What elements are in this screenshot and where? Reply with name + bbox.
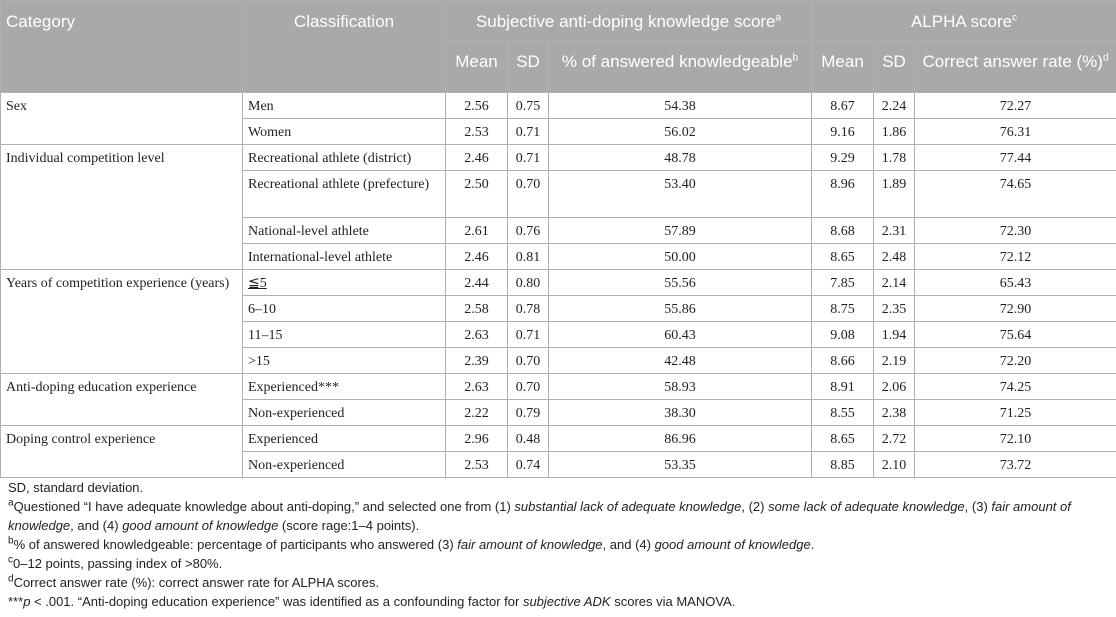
header-pct-label: % of answered knowledgeable (561, 52, 793, 71)
pct-cell: 57.89 (549, 218, 812, 244)
classification-cell: >15 (243, 348, 446, 374)
rate-cell: 65.43 (915, 270, 1116, 296)
pct-cell: 58.93 (549, 374, 812, 400)
alpha-sd-cell: 2.24 (874, 93, 915, 119)
alpha-mean-cell: 8.55 (812, 400, 874, 426)
rate-cell: 76.31 (915, 119, 1116, 145)
sd-cell: 0.78 (508, 296, 549, 322)
alpha-sd-cell: 2.14 (874, 270, 915, 296)
mean-cell: 2.46 (446, 244, 508, 270)
classification-cell: Recreational athlete (prefecture) (243, 171, 446, 218)
table-row (1, 426, 1116, 452)
footnote-a-text-4: , and (4) (70, 518, 123, 533)
footnote-a-text-3: , (3) (964, 499, 992, 514)
header-subjective-label: Subjective anti-doping knowledge score (475, 12, 776, 31)
footnote-d (8, 573, 1114, 592)
classification-cell: Non-experienced (243, 452, 446, 478)
classification-cell: International-level athlete (243, 244, 446, 270)
alpha-mean-cell: 8.96 (812, 171, 874, 218)
category-cell: Individual competition level (1, 145, 243, 270)
header-rate-label: Correct answer rate (%) (922, 52, 1103, 71)
rate-cell: 74.65 (915, 171, 1116, 218)
header-sd: SD (508, 41, 549, 93)
alpha-mean-cell: 8.85 (812, 452, 874, 478)
footnote-sig-text-2: scores via MANOVA. (610, 594, 736, 609)
alpha-sd-cell: 1.89 (874, 171, 915, 218)
mean-cell: 2.53 (446, 452, 508, 478)
footnote-sig-text-1: < .001. “Anti-doping education experience” was identified as a confounding factor for (30, 594, 523, 609)
alpha-mean-cell: 8.65 (812, 426, 874, 452)
rate-cell: 73.72 (915, 452, 1116, 478)
footnote-c-mark: c (8, 554, 13, 566)
classification-cell: 11–15 (243, 322, 446, 348)
footnote-significance (8, 592, 1114, 611)
sd-cell: 0.48 (508, 426, 549, 452)
header-subjective-group (446, 1, 812, 41)
table-footnotes (8, 478, 1114, 611)
footnote-a-option-3: fair amount of knowledge (8, 499, 1071, 533)
mean-cell: 2.50 (446, 171, 508, 218)
alpha-sd-cell: 1.94 (874, 322, 915, 348)
footnote-d-mark: d (8, 573, 14, 585)
alpha-mean-cell: 7.85 (812, 270, 874, 296)
header-correct-rate (915, 41, 1116, 93)
mean-cell: 2.39 (446, 348, 508, 374)
sd-cell: 0.71 (508, 322, 549, 348)
pct-cell: 56.02 (549, 119, 812, 145)
header-alpha-label: ALPHA score (910, 12, 1013, 31)
alpha-sd-cell: 2.06 (874, 374, 915, 400)
mean-cell: 2.22 (446, 400, 508, 426)
alpha-mean-cell: 9.08 (812, 322, 874, 348)
header-category: Category (1, 1, 243, 93)
footnote-b-mark: b (8, 535, 14, 547)
rate-cell: 75.64 (915, 322, 1116, 348)
header-alpha-sd: SD (874, 41, 915, 93)
alpha-sd-cell: 2.48 (874, 244, 915, 270)
pct-cell: 60.43 (549, 322, 812, 348)
classification-cell: Experienced*** (243, 374, 446, 400)
table-row (1, 374, 1116, 400)
pct-cell: 38.30 (549, 400, 812, 426)
mean-cell: 2.56 (446, 93, 508, 119)
classification-cell: Men (243, 93, 446, 119)
footnote-mark-b: b (792, 52, 799, 64)
header-pct-answered (549, 41, 812, 93)
mean-cell: 2.61 (446, 218, 508, 244)
alpha-mean-cell: 8.91 (812, 374, 874, 400)
footnote-b-option-3: fair amount of knowledge (457, 537, 603, 552)
pct-cell: 53.35 (549, 452, 812, 478)
footnote-c (8, 554, 1114, 573)
classification-cell: Non-experienced (243, 400, 446, 426)
sd-cell: 0.71 (508, 119, 549, 145)
alpha-sd-cell: 2.10 (874, 452, 915, 478)
rate-cell: 72.12 (915, 244, 1116, 270)
alpha-mean-cell: 9.29 (812, 145, 874, 171)
footnote-a-option-1: substantial lack of adequate knowledge (514, 499, 742, 514)
category-cell: Doping control experience (1, 426, 243, 478)
alpha-sd-cell: 1.86 (874, 119, 915, 145)
header-classification: Classification (243, 1, 446, 93)
sd-cell: 0.79 (508, 400, 549, 426)
mean-cell: 2.63 (446, 322, 508, 348)
footnote-sd: SD, standard deviation. (8, 480, 144, 495)
classification-label: ≦5 (248, 276, 267, 291)
sd-cell: 0.76 (508, 218, 549, 244)
category-cell: Anti-doping education experience (1, 374, 243, 426)
sd-cell: 0.71 (508, 145, 549, 171)
mean-cell: 2.96 (446, 426, 508, 452)
mean-cell: 2.46 (446, 145, 508, 171)
footnote-a-text-1: Questioned “I have adequate knowledge about anti-doping,” and selected one from (1) (13, 499, 515, 514)
alpha-mean-cell: 8.75 (812, 296, 874, 322)
rate-cell: 77.44 (915, 145, 1116, 171)
footnote-b (8, 535, 1114, 554)
pct-cell: 54.38 (549, 93, 812, 119)
header-alpha-mean: Mean (812, 41, 874, 93)
alpha-sd-cell: 2.31 (874, 218, 915, 244)
footnote-mark-d: d (1102, 52, 1109, 64)
footnote-sig-italic: subjective ADK (522, 594, 611, 609)
table-row (1, 93, 1116, 119)
rate-cell: 72.90 (915, 296, 1116, 322)
mean-cell: 2.63 (446, 374, 508, 400)
pct-cell: 48.78 (549, 145, 812, 171)
category-cell: Sex (1, 93, 243, 145)
footnote-sig-mark: *** (8, 594, 24, 609)
alpha-sd-cell: 2.35 (874, 296, 915, 322)
footnote-d-text: Correct answer rate (%): correct answer rate for ALPHA scores. (13, 575, 380, 590)
sd-cell: 0.80 (508, 270, 549, 296)
footnote-b-text-3: . (810, 537, 815, 552)
footnote-mark-c: c (1012, 12, 1018, 24)
footnote-a-text-5: (score rage:1–4 points). (278, 518, 420, 533)
alpha-mean-cell: 8.68 (812, 218, 874, 244)
mean-cell: 2.58 (446, 296, 508, 322)
table-row (1, 270, 1116, 296)
rate-cell: 74.25 (915, 374, 1116, 400)
table-row (1, 145, 1116, 171)
sd-cell: 0.74 (508, 452, 549, 478)
footnote-a (8, 497, 1114, 535)
classification-cell: Recreational athlete (district) (243, 145, 446, 171)
footnote-mark-a: a (775, 12, 782, 24)
footnote-b-text-2: , and (4) (602, 537, 655, 552)
footnote-c-text: 0–12 points, passing index of >80%. (13, 556, 223, 571)
pct-cell: 42.48 (549, 348, 812, 374)
alpha-sd-cell: 2.19 (874, 348, 915, 374)
rate-cell: 72.20 (915, 348, 1116, 374)
alpha-sd-cell: 2.72 (874, 426, 915, 452)
footnote-sig-p: p (23, 594, 31, 609)
footnote-b-option-4: good amount of knowledge (654, 537, 811, 552)
sd-cell: 0.70 (508, 348, 549, 374)
rate-cell: 72.30 (915, 218, 1116, 244)
alpha-mean-cell: 9.16 (812, 119, 874, 145)
pct-cell: 55.86 (549, 296, 812, 322)
alpha-mean-cell: 8.67 (812, 93, 874, 119)
pct-cell: 53.40 (549, 171, 812, 218)
sd-cell: 0.75 (508, 93, 549, 119)
sd-cell: 0.81 (508, 244, 549, 270)
mean-cell: 2.44 (446, 270, 508, 296)
pct-cell: 86.96 (549, 426, 812, 452)
classification-cell: Experienced (243, 426, 446, 452)
footnote-a-text-2: , (2) (741, 499, 769, 514)
rate-cell: 71.25 (915, 400, 1116, 426)
pct-cell: 50.00 (549, 244, 812, 270)
footnote-b-text-1: % of answered knowledgeable: percentage of participants who answered (3) (13, 537, 458, 552)
rate-cell: 72.10 (915, 426, 1116, 452)
sd-cell: 0.70 (508, 374, 549, 400)
alpha-sd-cell: 2.38 (874, 400, 915, 426)
mean-cell: 2.53 (446, 119, 508, 145)
header-alpha-group (812, 1, 1116, 41)
category-cell: Years of competition experience (years) (1, 270, 243, 374)
sd-cell: 0.70 (508, 171, 549, 218)
alpha-mean-cell: 8.65 (812, 244, 874, 270)
footnote-a-mark: a (8, 497, 14, 509)
footnote-a-option-2: some lack of adequate knowledge (768, 499, 965, 514)
table-header (1, 1, 1116, 93)
pct-cell: 55.56 (549, 270, 812, 296)
classification-cell: Women (243, 119, 446, 145)
classification-cell: National-level athlete (243, 218, 446, 244)
alpha-sd-cell: 1.78 (874, 145, 915, 171)
alpha-mean-cell: 8.66 (812, 348, 874, 374)
footnote-a-option-4: good amount of knowledge (122, 518, 279, 533)
classification-cell: 6–10 (243, 296, 446, 322)
header-mean: Mean (446, 41, 508, 93)
rate-cell: 72.27 (915, 93, 1116, 119)
classification-cell (243, 270, 446, 296)
table-body (1, 93, 1116, 478)
